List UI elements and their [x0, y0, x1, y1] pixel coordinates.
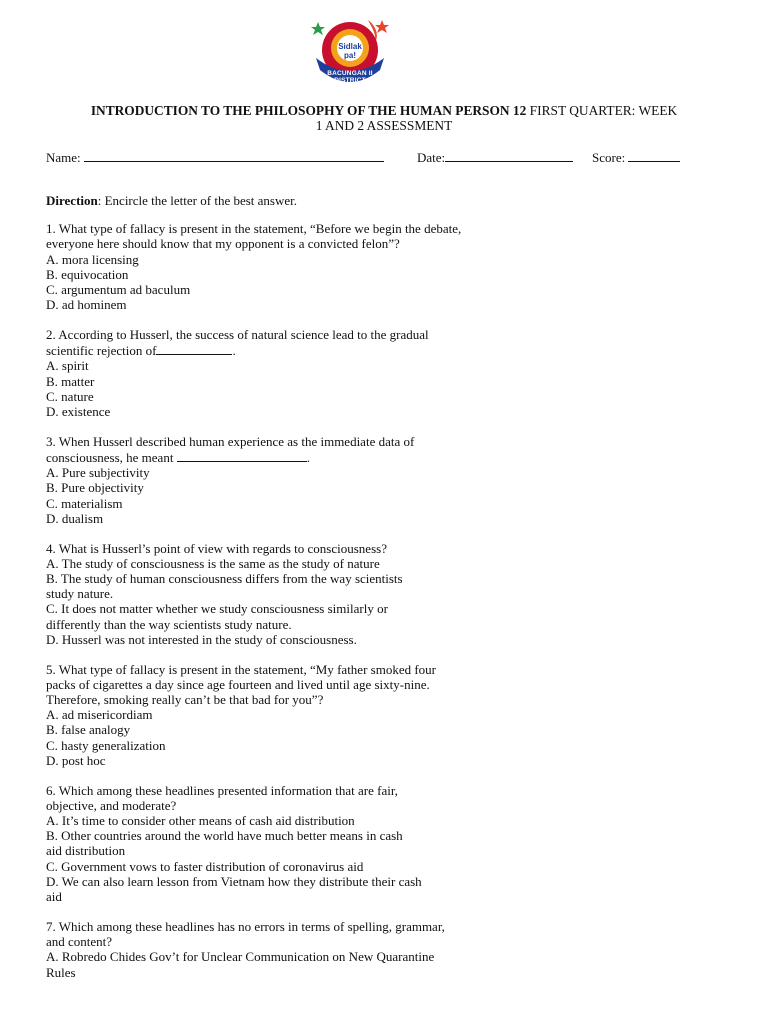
question-stem-line: 5. What type of fallacy is present in the statement, “My father smoked four [46, 661, 436, 677]
answer-blank [177, 449, 307, 462]
choice-a[interactable]: A. Robredo Chides Gov’t for Unclear Communication on New Quarantine Rules [46, 949, 435, 980]
title-bold: INTRODUCTION TO THE PHILOSOPHY OF THE HUMAN PERSON 12 [90, 103, 527, 118]
score-field[interactable] [592, 149, 680, 166]
choice-c[interactable]: C. argumentum ad baculum [46, 282, 191, 298]
choice-d[interactable]: D. We can also learn lesson from Vietnam how they distribute their cash aid [46, 873, 422, 905]
direction-label: Direction [46, 193, 98, 208]
choice-d[interactable]: D. post hoc [46, 752, 106, 768]
assessment-content [46, 193, 726, 994]
date-blank[interactable] [445, 149, 573, 162]
choice-a[interactable]: A. Pure subjectivity [46, 465, 150, 481]
choice-b[interactable]: B. Pure objectivity [46, 480, 144, 496]
choice-b[interactable]: B. Other countries around the world have much better means in cash aid distribution [46, 828, 403, 859]
district-logo [306, 14, 394, 90]
question-6 [46, 783, 726, 905]
logo-ring-text: BACUNGAN II DISTRICT [327, 70, 373, 84]
score-blank[interactable] [628, 149, 680, 162]
question-7 [46, 919, 726, 980]
question-stem-line: 2. According to Husserl, the success of natural science lead to the gradual [46, 327, 429, 343]
assessment-title [0, 103, 768, 133]
choice-c[interactable]: C. hasty generalization [46, 737, 166, 753]
question-stem-line: 3. When Husserl described human experience as the immediate data of [46, 433, 415, 449]
question-stem-line: packs of cigarettes a day since age fourteen and lived until age sixty-nine. [46, 676, 430, 692]
choice-a[interactable]: A. It’s time to consider other means of cash aid distribution [46, 813, 355, 829]
choice-c[interactable]: C. materialism [46, 495, 123, 511]
direction-text: : Encircle the letter of the best answer. [97, 193, 298, 208]
question-list [46, 221, 726, 980]
choice-b[interactable]: B. matter [46, 373, 95, 389]
choice-d[interactable]: D. dualism [46, 510, 104, 526]
question-stem-line: 4. What is Husserl’s point of view with regards to consciousness? [46, 540, 387, 556]
question-5 [46, 662, 726, 768]
choice-c[interactable]: C. Government vows to faster distribution of coronavirus aid [46, 858, 364, 874]
question-stem-line: everyone here should know that my opponent is a convicted felon”? [46, 236, 400, 252]
choice-b[interactable]: B. The study of human consciousness differs from the way scientists study nature. [46, 571, 403, 602]
choice-b[interactable]: B. false analogy [46, 722, 131, 738]
question-stem-line: scientific rejection of . [46, 343, 236, 359]
question-1 [46, 221, 726, 312]
direction [46, 193, 726, 208]
choice-c[interactable]: C. nature [46, 388, 94, 404]
choice-d[interactable]: D. ad hominem [46, 297, 127, 313]
choice-a[interactable]: A. ad misericordiam [46, 707, 153, 723]
choice-c[interactable]: C. It does not matter whether we study consciousness similarly or differently than the way scientists study nature. [46, 601, 388, 632]
choice-a[interactable]: A. The study of consciousness is the same as the study of nature [46, 555, 380, 571]
date-field[interactable] [417, 149, 573, 166]
question-stem-line: objective, and moderate? [46, 797, 177, 813]
question-3 [46, 434, 726, 526]
name-label: Name: [46, 150, 84, 165]
choice-d[interactable]: D. existence [46, 404, 111, 420]
question-stem-line: 1. What type of fallacy is present in the statement, “Before we begin the debate, [46, 221, 462, 237]
name-blank[interactable] [84, 149, 384, 162]
name-field[interactable] [46, 149, 384, 166]
question-2 [46, 327, 726, 419]
score-label: Score: [592, 150, 629, 165]
question-stem-line: and content? [46, 934, 113, 950]
choice-a[interactable]: A. mora licensing [46, 251, 139, 267]
question-stem-line: consciousness, he meant . [46, 450, 310, 466]
title-rest: FIRST QUARTER: WEEK [526, 103, 678, 118]
choice-a[interactable]: A. spirit [46, 358, 89, 374]
logo-top-text: Sidlak pa! [338, 42, 362, 60]
choice-b[interactable]: B. equivocation [46, 266, 129, 282]
question-4 [46, 541, 726, 647]
question-stem-line: 7. Which among these headlines has no errors in terms of spelling, grammar, [46, 918, 445, 934]
answer-blank [156, 342, 232, 355]
question-stem-line: Therefore, smoking really can’t be that bad for you”? [46, 692, 324, 708]
date-label: Date: [417, 150, 446, 165]
title-line-2: 1 AND 2 ASSESSMENT [315, 118, 453, 133]
choice-d[interactable]: D. Husserl was not interested in the study of consciousness. [46, 631, 357, 647]
question-stem-line: 6. Which among these headlines presented information that are fair, [46, 782, 398, 798]
